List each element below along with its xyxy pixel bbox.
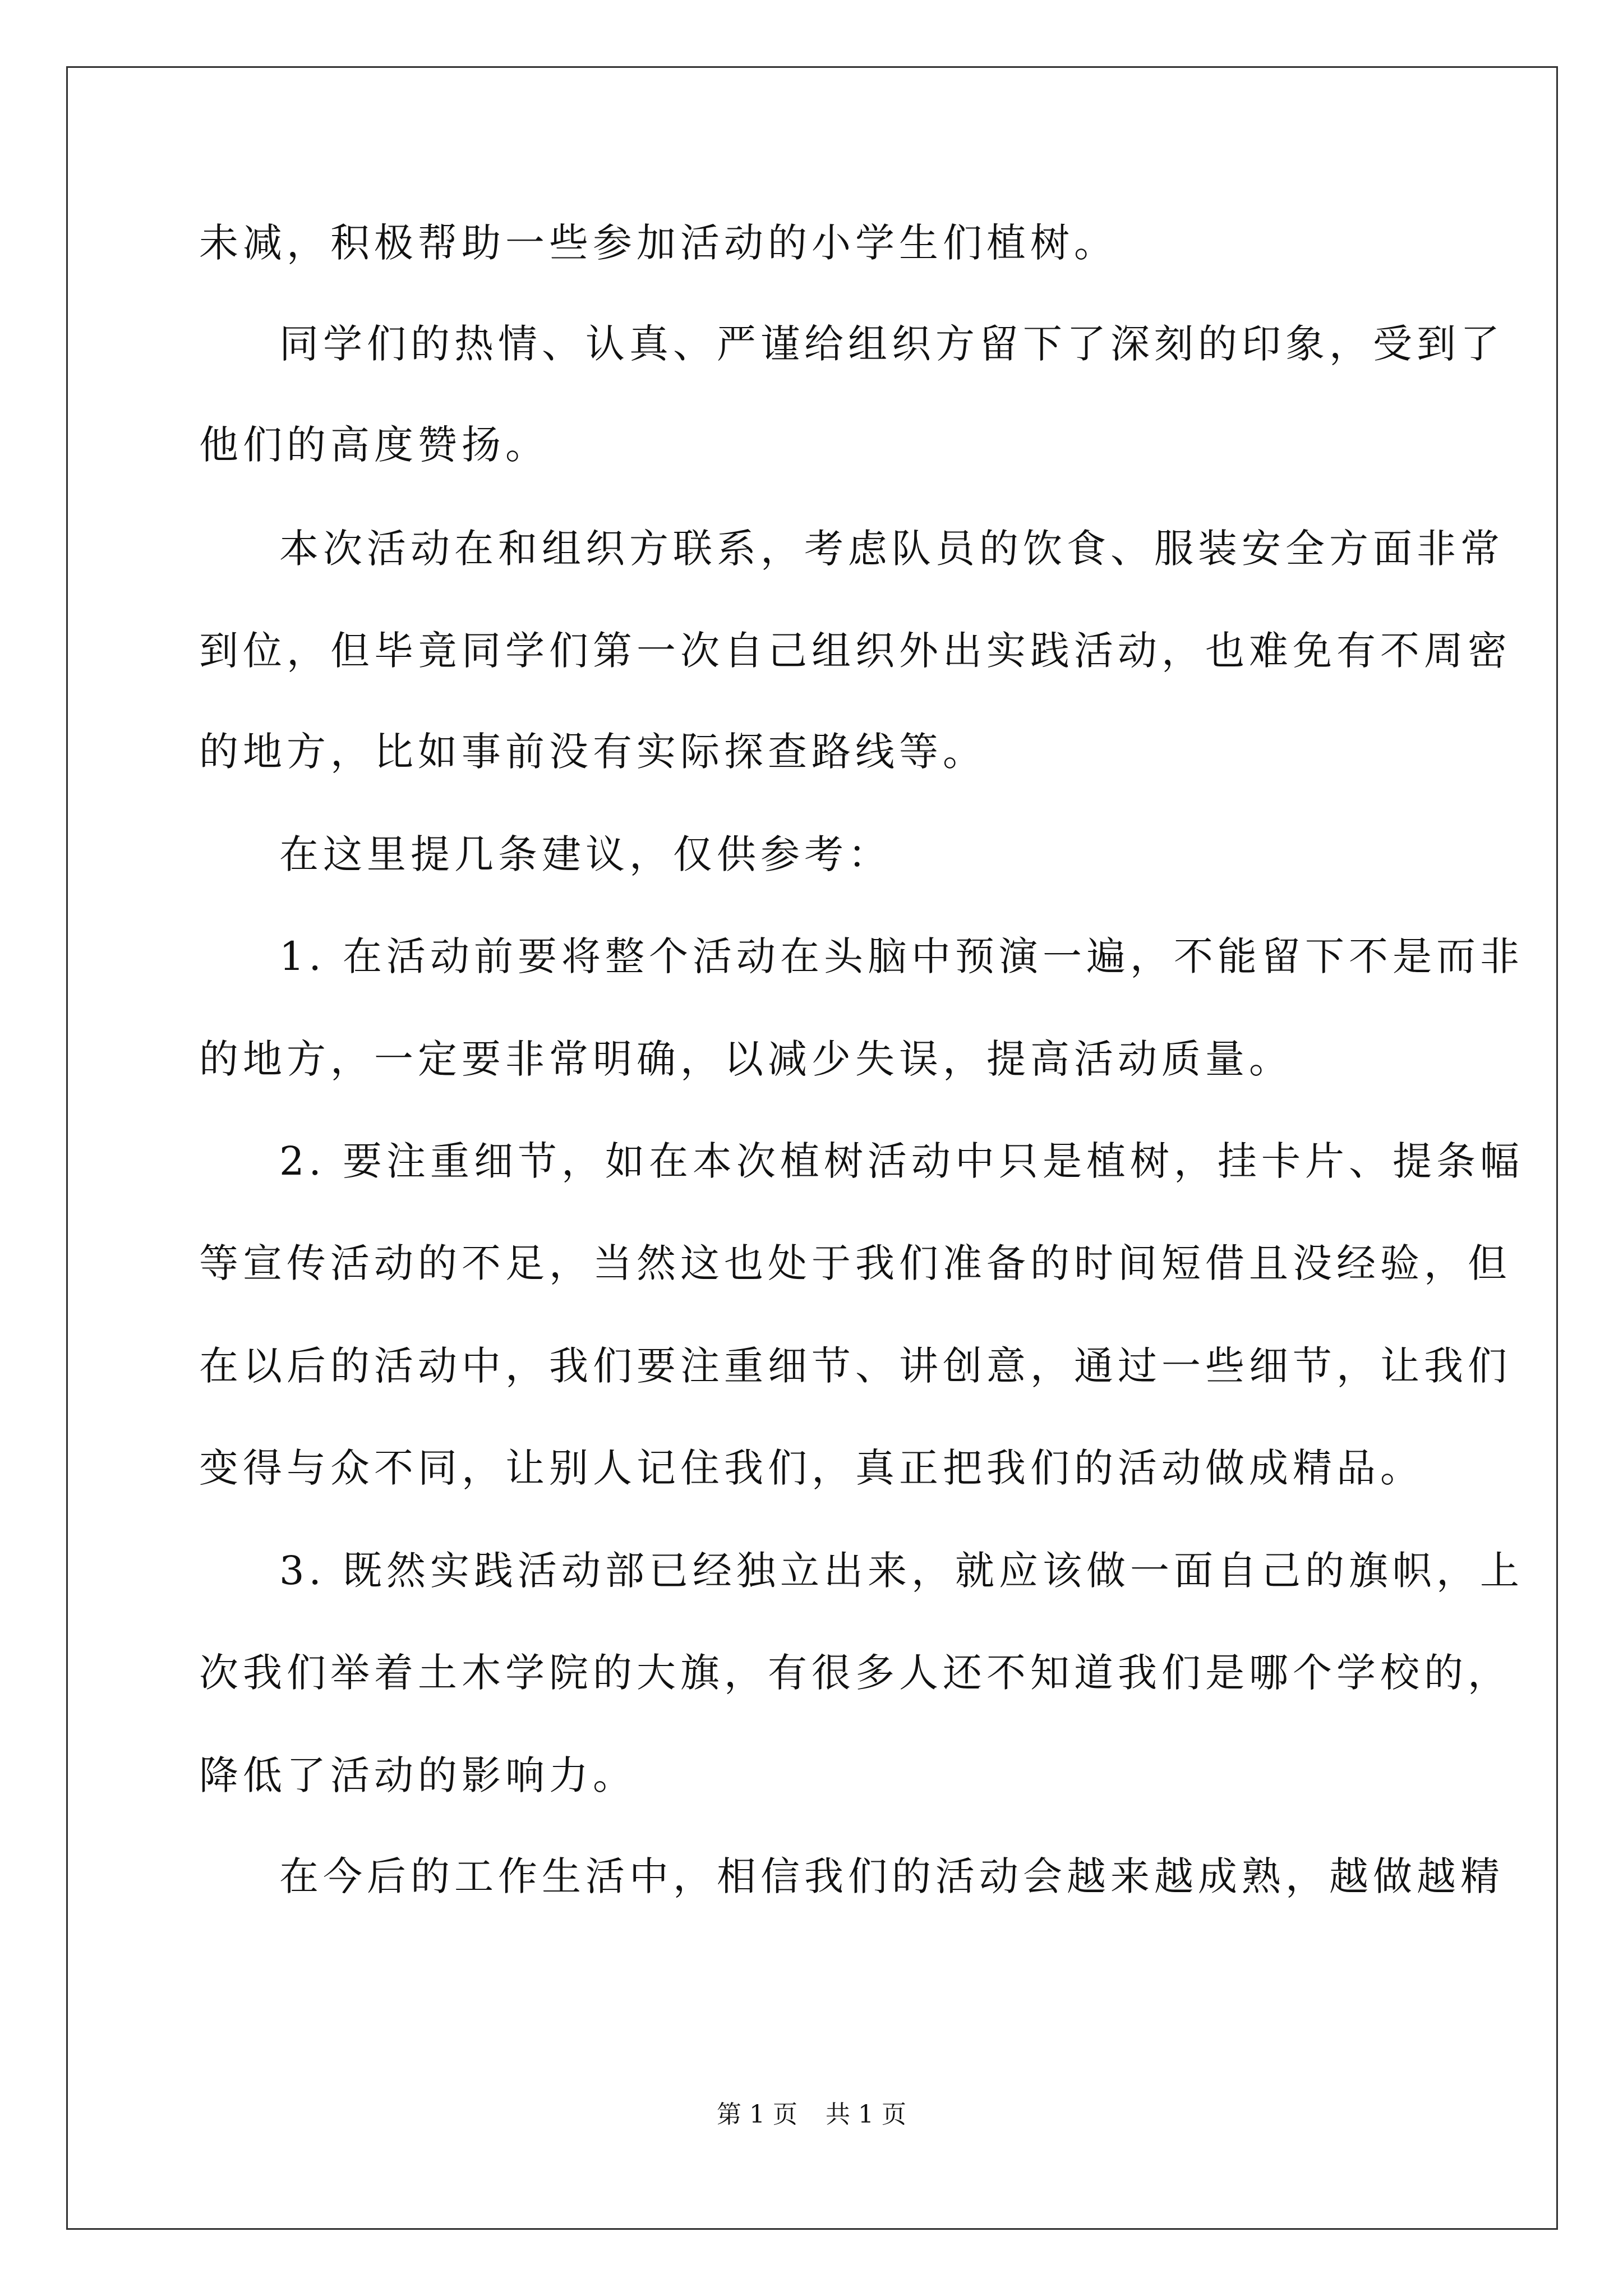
text-line-10: 2. 要注重细节，如在本次植树活动中只是植树，挂卡片、提条幅 — [279, 1138, 1524, 1184]
page-number-current: 第 1 页 — [717, 2100, 797, 2129]
text-line-2: 同学们的热情、认真、严谨给组织方留下了深刻的印象，受到了 — [279, 321, 1504, 367]
text-line-11: 等宣传活动的不足，当然这也处于我们准备的时间短借且没经验，但 — [199, 1240, 1511, 1286]
text-line-17: 在今后的工作生活中，相信我们的活动会越来越成熟，越做越精 — [279, 1853, 1504, 1899]
text-line-7: 在这里提几条建议，仅供参考： — [279, 831, 892, 877]
text-line-3: 他们的高度赞扬。 — [199, 422, 549, 468]
text-line-16: 降低了活动的影响力。 — [199, 1752, 637, 1798]
page-number-total: 共 1 页 — [826, 2100, 906, 2129]
text-line-4: 本次活动在和组织方联系，考虑队员的饮食、服装安全方面非常 — [279, 526, 1504, 572]
text-line-1: 未减，积极帮助一些参加活动的小学生们植树。 — [199, 220, 1118, 266]
page-footer — [0, 2098, 1623, 2132]
text-line-6: 的地方，比如事前没有实际探查路线等。 — [199, 729, 986, 775]
text-line-12: 在以后的活动中，我们要注重细节、讲创意，通过一些细节，让我们 — [199, 1343, 1511, 1389]
text-line-15: 次我们举着土木学院的大旗，有很多人还不知道我们是哪个学校的， — [199, 1650, 1511, 1696]
text-line-14: 3. 既然实践活动部已经独立出来，就应该做一面自己的旗帜，上 — [279, 1548, 1524, 1594]
text-line-5: 到位，但毕竟同学们第一次自己组织外出实践活动，也难免有不周密 — [199, 628, 1511, 674]
text-line-9: 的地方，一定要非常明确，以减少失误，提高活动质量。 — [199, 1036, 1293, 1082]
text-line-8: 1. 在活动前要将整个活动在头脑中预演一遍，不能留下不是而非 — [279, 933, 1524, 979]
text-line-13: 变得与众不同，让别人记住我们，真正把我们的活动做成精品。 — [199, 1445, 1424, 1491]
